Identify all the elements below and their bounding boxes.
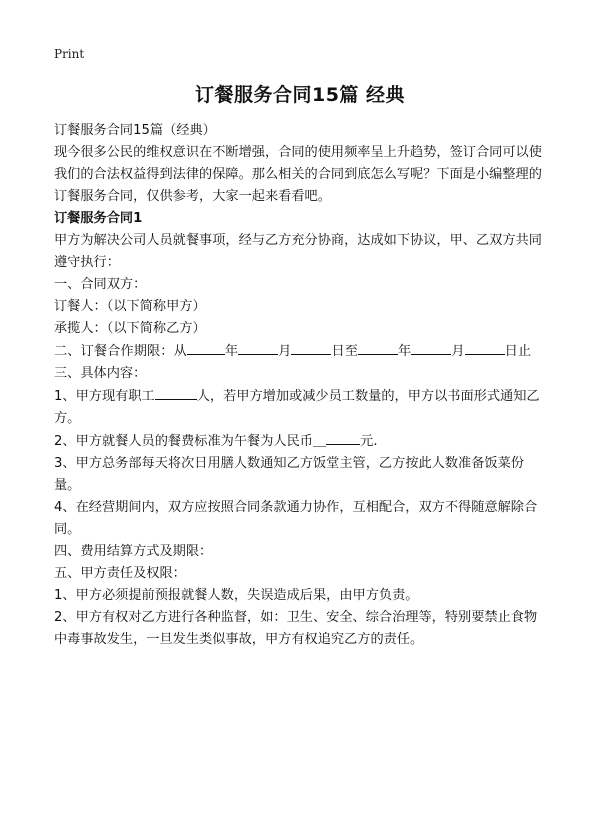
item-2-suffix: 元. — [360, 434, 378, 449]
party-a-line: 订餐人：（以下简称甲方） — [54, 299, 206, 314]
item-2 — [54, 430, 549, 453]
item-2-prefix: 2、甲方就餐人员的餐费标准为午餐为人民币＿ — [54, 434, 327, 449]
term-month-2: 月 — [451, 344, 465, 359]
meal-price-blank — [326, 430, 360, 445]
term-day-1: 日至 — [331, 344, 359, 359]
item-1 — [54, 385, 549, 430]
end-year-blank — [358, 340, 398, 355]
start-year-blank — [187, 340, 225, 355]
staff-count-blank — [155, 385, 197, 400]
item-3: 3、甲方总务部每天将次日用膳人数通知乙方饭堂主管，乙方按此人数准备饭菜份量。 — [54, 456, 524, 493]
duty-2: 2、甲方有权对乙方进行各种监督，如：卫生、安全、综合治理等，特别要禁止食物中毒事故发生，一旦发生类似事故，甲方有权追究乙方的责任。 — [54, 610, 538, 647]
term-month-1: 月 — [278, 344, 292, 359]
section-heading: 订餐服务合同1 — [54, 211, 143, 226]
duty-heading: 五、甲方责任及权限： — [54, 566, 186, 581]
preamble-paragraph: 甲方为解决公司人员就餐事项，经与乙方充分协商，达成如下协议，甲、乙双方共同遵守执行： — [54, 233, 542, 270]
print-label: Print — [54, 47, 85, 61]
item-4: 4、在经营期间内，双方应按照合同条款通力协作，互相配合，双方不得随意解除合同。 — [54, 500, 538, 537]
item-1-suffix: 人，若甲方增加或减少员工数量的，甲方以书面形式通知乙方。 — [54, 389, 540, 426]
intro-paragraph: 现今很多公民的维权意识在不断增强，合同的使用频率呈上升趋势，签订合同可以使我们的合法权益得到法律的保障。那么相关的合同到底怎么写呢？下面是小编整理的订餐服务合同，仅供参考，大家一起来看看吧。 — [54, 145, 542, 204]
start-day-blank — [291, 340, 331, 355]
end-day-blank — [465, 340, 505, 355]
party-b-line: 承揽人：（以下简称乙方） — [54, 321, 206, 336]
document-body — [54, 120, 549, 651]
term-prefix: 二、订餐合作期限：从 — [54, 344, 187, 359]
item-1-prefix: 1、甲方现有职工 — [54, 389, 155, 404]
term-year-1: 年 — [224, 344, 239, 359]
document-subtitle: 订餐服务合同15篇（经典） — [54, 123, 216, 138]
duty-1: 1、甲方必须提前预报就餐人数，失误造成后果，由甲方负责。 — [54, 588, 419, 603]
term-day-2: 日止 — [504, 344, 532, 359]
fee-heading: 四、费用结算方式及期限： — [54, 544, 213, 559]
term-year-2: 年 — [398, 344, 412, 359]
start-month-blank — [238, 340, 278, 355]
contract-term-line — [54, 340, 549, 363]
document-title: 订餐服务合同15篇 经典 — [194, 84, 406, 106]
content-heading: 三、具体内容： — [54, 366, 147, 381]
end-month-blank — [411, 340, 451, 355]
parties-heading: 一、合同双方： — [54, 277, 147, 292]
